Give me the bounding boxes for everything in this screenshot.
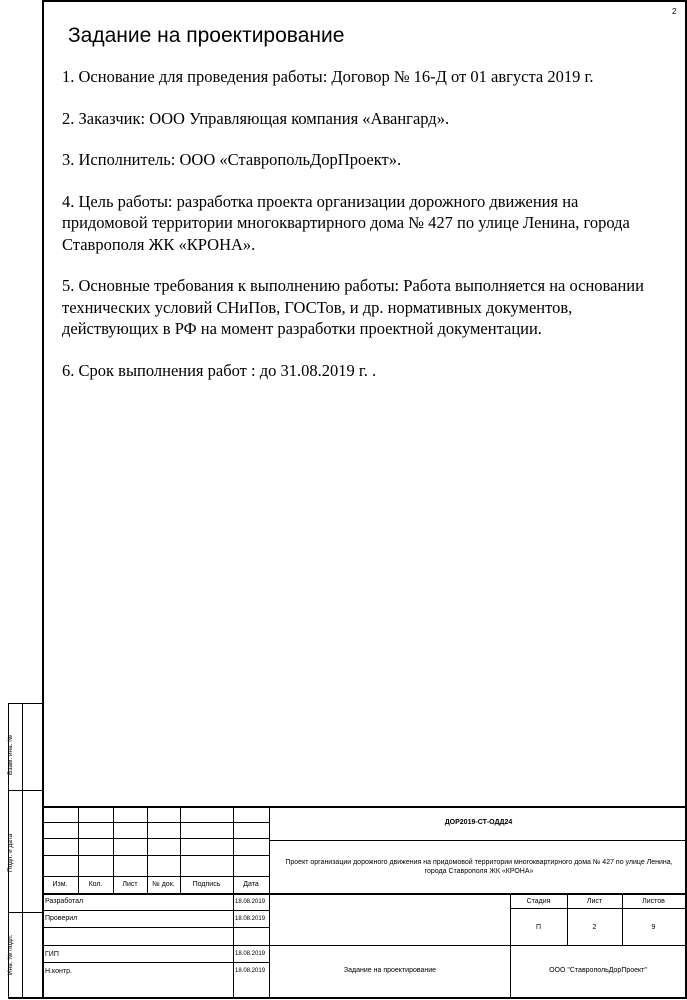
stamp-col-kol: Кол. bbox=[88, 881, 103, 888]
stamp-vline bbox=[233, 806, 234, 998]
stamp-hline bbox=[42, 876, 269, 877]
stamp-hline bbox=[42, 855, 269, 856]
stamp-col-ndok: № док. bbox=[152, 881, 175, 888]
stamp-role-4: Н.контр. bbox=[45, 968, 72, 975]
stamp-hline bbox=[42, 838, 269, 839]
stamp-hline bbox=[42, 822, 269, 823]
side-div2 bbox=[8, 912, 43, 913]
stamp-sheet-title: Задание на проектирование bbox=[343, 967, 437, 974]
stamp-hline bbox=[510, 908, 687, 909]
stamp-vline bbox=[510, 893, 511, 998]
stamp-hline bbox=[42, 910, 269, 911]
stamp-role-3: ГИП bbox=[45, 951, 59, 958]
side-label-vzam: Взам. инв. № bbox=[7, 734, 14, 775]
stamp-vline bbox=[113, 806, 114, 893]
stamp-hline bbox=[42, 945, 687, 946]
stamp-role-1: Разработал bbox=[45, 898, 84, 905]
stamp-date-3: 18.08.2019 bbox=[235, 951, 266, 957]
stamp-organization: ООО "СтавропольДорПроект" bbox=[549, 967, 647, 974]
side-label-inv: Инв. № подл. bbox=[7, 934, 14, 975]
stamp-hline bbox=[42, 927, 269, 928]
paragraph-3: 3. Исполнитель: ООО «СтавропольДорПроект». bbox=[62, 150, 402, 169]
stamp-col-list: Лист bbox=[122, 881, 138, 888]
stamp-hline bbox=[269, 840, 687, 841]
stamp-doc-code: ДОР2019-СТ-ОДД24 bbox=[444, 819, 513, 826]
frame-bottom bbox=[8, 997, 687, 999]
stamp-vline bbox=[180, 806, 181, 893]
frame-top bbox=[42, 0, 687, 2]
frame-left bbox=[42, 0, 44, 998]
body-text bbox=[62, 66, 662, 401]
stamp-date-1: 18.08.2019 bbox=[235, 899, 266, 905]
stamp-stage-header: Стадия bbox=[526, 898, 551, 905]
stamp-vline bbox=[78, 806, 79, 893]
frame-right bbox=[685, 0, 687, 998]
stamp-sheet-header: Лист bbox=[586, 898, 603, 905]
paragraph-4: 4. Цель работы: разработка проекта организации дорожного движения на придомовой территории многоквартирного дома № 427 по улице Ленина, города Ставрополя ЖК «КРОНА». bbox=[62, 191, 630, 254]
paragraph-1: 1. Основание для проведения работы: Договор № 16-Д от 01 августа 2019 г. bbox=[62, 67, 594, 86]
stamp-hline bbox=[42, 893, 687, 895]
stamp-sheet: 2 bbox=[592, 924, 597, 931]
page-number: 2 bbox=[672, 7, 677, 16]
stamp-vline bbox=[147, 806, 148, 893]
stamp-col-izm: Изм. bbox=[52, 881, 68, 888]
side-label-podp: Подп. и дата bbox=[7, 833, 14, 872]
stamp-project-name: Проект организации дорожного движения на придомовой территории многоквартирного дома № 427 по улице Ленина, города Ставрополя ЖК «КРОНА» bbox=[285, 859, 673, 875]
paragraph-2: 2. Заказчик: ООО Управляющая компания «Авангард». bbox=[62, 108, 450, 128]
side-div1 bbox=[8, 790, 43, 791]
stamp-hline bbox=[42, 962, 269, 963]
stamp-col-podpis: Подпись bbox=[192, 881, 221, 888]
stamp-stage: П bbox=[535, 924, 542, 931]
side-col-mid bbox=[22, 703, 23, 998]
stamp-sheets: 9 bbox=[651, 924, 656, 931]
paragraph-6: 6. Срок выполнения работ : до 31.08.2019 г. . bbox=[62, 360, 377, 380]
stamp-col-data: Дата bbox=[243, 881, 259, 888]
stamp-role-2: Проверил bbox=[45, 915, 78, 922]
stamp-date-4: 18.08.2019 bbox=[235, 968, 266, 974]
paragraph-5: 5. Основные требования к выполнению работы: Работа выполняется на основании технических условий СНиПов, ГОСТов, и др. нормативных документов, действующих в РФ на момент разработки проектной документации. bbox=[62, 276, 644, 338]
stamp-date-2: 18.08.2019 bbox=[235, 916, 266, 922]
stamp-sheets-header: Листов bbox=[642, 898, 665, 905]
page-title: Задание на проектирование bbox=[68, 24, 345, 47]
stamp-hline-top bbox=[42, 806, 687, 808]
side-top bbox=[8, 703, 43, 704]
